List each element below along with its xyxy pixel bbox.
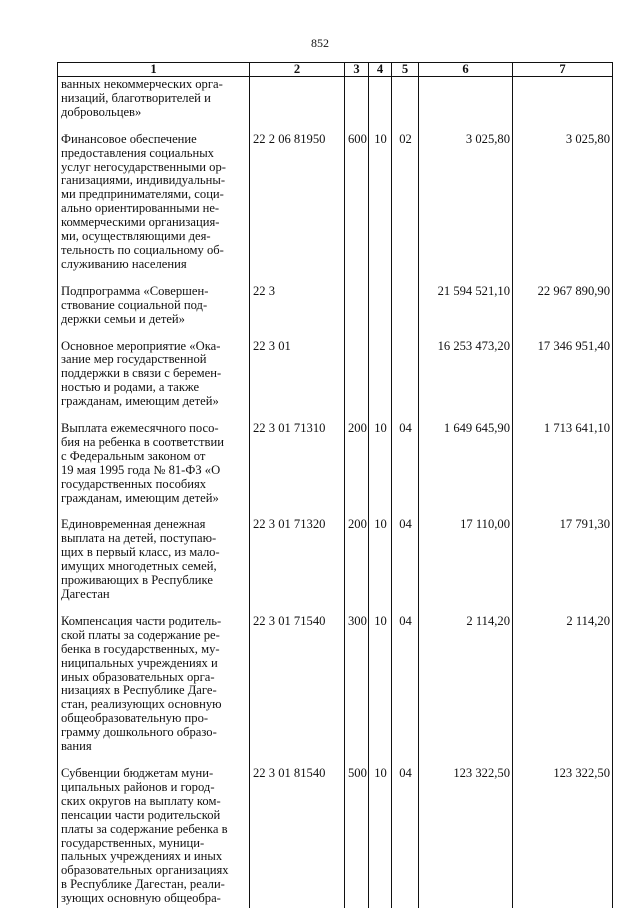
description-line: ми предпринимателями, соци- xyxy=(61,187,224,202)
description-line: ципальных районов и город- xyxy=(61,779,215,794)
table-row xyxy=(58,77,613,133)
description-line: ниципальных учреждениях и xyxy=(61,655,218,670)
row-col-5: 04 xyxy=(392,767,419,908)
description-line: ностью и родами, а также xyxy=(61,380,200,395)
row-amount-col-6: 3 025,80 xyxy=(419,133,513,285)
description-line: ской платы за содержание ре- xyxy=(61,627,220,642)
row-col-3 xyxy=(345,285,369,340)
row-amount-col-7: 17 346 951,40 xyxy=(513,340,613,423)
row-col-3 xyxy=(345,340,369,423)
description-line: ских округов на выплату ком- xyxy=(61,793,221,808)
row-col-3: 500 xyxy=(345,767,369,908)
col-header-2: 2 xyxy=(250,63,345,77)
description-line: поддержки в связи с беремен- xyxy=(61,366,222,381)
row-code: 22 3 01 71320 xyxy=(250,518,345,614)
description-line: Выплата ежемесячного посо- xyxy=(61,421,219,436)
row-col-5 xyxy=(392,340,419,423)
row-amount-col-7: 22 967 890,90 xyxy=(513,285,613,340)
description-line: Субвенции бюджетам муни- xyxy=(61,765,214,780)
description-line: низаций, благотворителей и xyxy=(61,90,211,105)
row-amount-col-7: 17 791,30 xyxy=(513,518,613,614)
description-line: Финансовое обеспечение xyxy=(61,131,197,146)
row-col-5: 04 xyxy=(392,615,419,767)
row-code xyxy=(250,77,345,133)
row-col-4 xyxy=(369,340,392,423)
description-line: зание мер государственной xyxy=(61,352,207,367)
description-line: Компенсация части родитель- xyxy=(61,613,222,628)
row-amount-col-6: 21 594 521,10 xyxy=(419,285,513,340)
row-code: 22 3 01 xyxy=(250,340,345,423)
description-line: в Республике Дагестан, реали- xyxy=(61,877,225,892)
row-col-5: 02 xyxy=(392,133,419,285)
table-row xyxy=(58,133,613,285)
row-amount-col-7: 2 114,20 xyxy=(513,615,613,767)
row-amount-col-6: 1 649 645,90 xyxy=(419,422,513,518)
description-line: щих в первый класс, из мало- xyxy=(61,545,220,560)
description-line: ально ориентированными не- xyxy=(61,201,220,216)
row-code: 22 3 01 71540 xyxy=(250,615,345,767)
description-line: тельность по социальному об- xyxy=(61,242,224,257)
col-header-7: 7 xyxy=(513,63,613,77)
row-col-3 xyxy=(345,77,369,133)
description-line: выплата на детей, поступаю- xyxy=(61,531,217,546)
row-col-4: 10 xyxy=(369,133,392,285)
description-line: служиванию населения xyxy=(61,256,187,271)
row-col-4: 10 xyxy=(369,518,392,614)
row-col-5: 04 xyxy=(392,518,419,614)
row-description xyxy=(58,77,250,133)
row-description xyxy=(58,615,250,767)
description-line: низациях в Республике Даге- xyxy=(61,683,217,698)
row-amount-col-6: 123 322,50 xyxy=(419,767,513,908)
description-line: государственных пособиях xyxy=(61,476,207,491)
row-col-5 xyxy=(392,285,419,340)
table-row xyxy=(58,340,613,423)
description-line: платы за содержание ребенка в xyxy=(61,821,228,836)
description-line: ми, осуществляющими дея- xyxy=(61,229,211,244)
description-line: бия на ребенка в соответствии xyxy=(61,434,224,449)
table-row xyxy=(58,767,613,908)
row-col-3: 200 xyxy=(345,518,369,614)
description-line: гражданам, имеющим детей» xyxy=(61,394,219,409)
row-description xyxy=(58,133,250,285)
row-amount-col-7: 123 322,50 xyxy=(513,767,613,908)
description-line: 19 мая 1995 года № 81-ФЗ «О xyxy=(61,462,221,477)
row-col-4: 10 xyxy=(369,422,392,518)
row-col-4 xyxy=(369,285,392,340)
row-code: 22 3 01 81540 xyxy=(250,767,345,908)
row-col-4 xyxy=(369,77,392,133)
description-line: стан, реализующих основную xyxy=(61,697,222,712)
table-row xyxy=(58,422,613,518)
description-line: пенсации части родительской xyxy=(61,807,221,822)
description-line: с Федеральным законом от xyxy=(61,448,206,463)
row-description xyxy=(58,422,250,518)
col-header-3: 3 xyxy=(345,63,369,77)
description-line: предоставления социальных xyxy=(61,145,214,160)
row-code: 22 2 06 81950 xyxy=(250,133,345,285)
col-header-6: 6 xyxy=(419,63,513,77)
description-line: пальных учреждениях и иных xyxy=(61,849,223,864)
description-line: Основное мероприятие «Ока- xyxy=(61,338,221,353)
description-line: Дагестан xyxy=(61,587,110,601)
row-col-3: 600 xyxy=(345,133,369,285)
row-description xyxy=(58,518,250,614)
description-line: держки семьи и детей» xyxy=(61,311,185,326)
row-amount-col-6: 17 110,00 xyxy=(419,518,513,614)
row-code: 22 3 xyxy=(250,285,345,340)
description-line: услуг негосударственными ор- xyxy=(61,159,226,174)
page-number: 852 xyxy=(311,36,329,50)
row-col-4: 10 xyxy=(369,767,392,908)
row-col-3: 300 xyxy=(345,615,369,767)
description-line: проживающих в Республике xyxy=(61,573,213,588)
row-amount-col-7: 1 713 641,10 xyxy=(513,422,613,518)
col-header-1: 1 xyxy=(58,63,250,77)
description-line: вания xyxy=(61,739,92,754)
row-code: 22 3 01 71310 xyxy=(250,422,345,518)
col-header-4: 4 xyxy=(369,63,392,77)
description-line: имущих многодетных семей, xyxy=(61,559,217,574)
description-line: бенка в государственных, му- xyxy=(61,641,220,656)
col-header-5: 5 xyxy=(392,63,419,77)
description-line: добровольцев» xyxy=(61,104,142,119)
description-line: ганизациями, индивидуальны- xyxy=(61,173,226,188)
description-line: иных образовательных орга- xyxy=(61,669,215,684)
row-col-3: 200 xyxy=(345,422,369,518)
description-line: Подпрограмма «Совершен- xyxy=(61,283,209,298)
description-line: общеобразовательную про- xyxy=(61,711,209,726)
table-row xyxy=(58,615,613,767)
description-line: ствование социальной под- xyxy=(61,297,208,312)
row-description xyxy=(58,767,250,908)
description-line: гражданам, имеющим детей» xyxy=(61,490,219,505)
description-line: грамму дошкольного образо- xyxy=(61,725,217,740)
header-row xyxy=(58,63,613,77)
table-row xyxy=(58,518,613,614)
row-description xyxy=(58,340,250,423)
row-description xyxy=(58,285,250,340)
row-amount-col-6 xyxy=(419,77,513,133)
description-line: Единовременная денежная xyxy=(61,517,206,532)
description-line: зующих основную общеобра- xyxy=(61,891,221,906)
row-amount-col-7: 3 025,80 xyxy=(513,133,613,285)
row-amount-col-7 xyxy=(513,77,613,133)
description-line: ванных некоммерческих орга- xyxy=(61,77,223,91)
row-col-5: 04 xyxy=(392,422,419,518)
table-row xyxy=(58,285,613,340)
budget-table xyxy=(57,62,613,908)
description-line: государственных, муници- xyxy=(61,835,205,850)
description-line: образовательных организациях xyxy=(61,863,229,878)
row-amount-col-6: 2 114,20 xyxy=(419,615,513,767)
row-col-5 xyxy=(392,77,419,133)
row-col-4: 10 xyxy=(369,615,392,767)
description-line: коммерческими организация- xyxy=(61,215,220,230)
row-amount-col-6: 16 253 473,20 xyxy=(419,340,513,423)
